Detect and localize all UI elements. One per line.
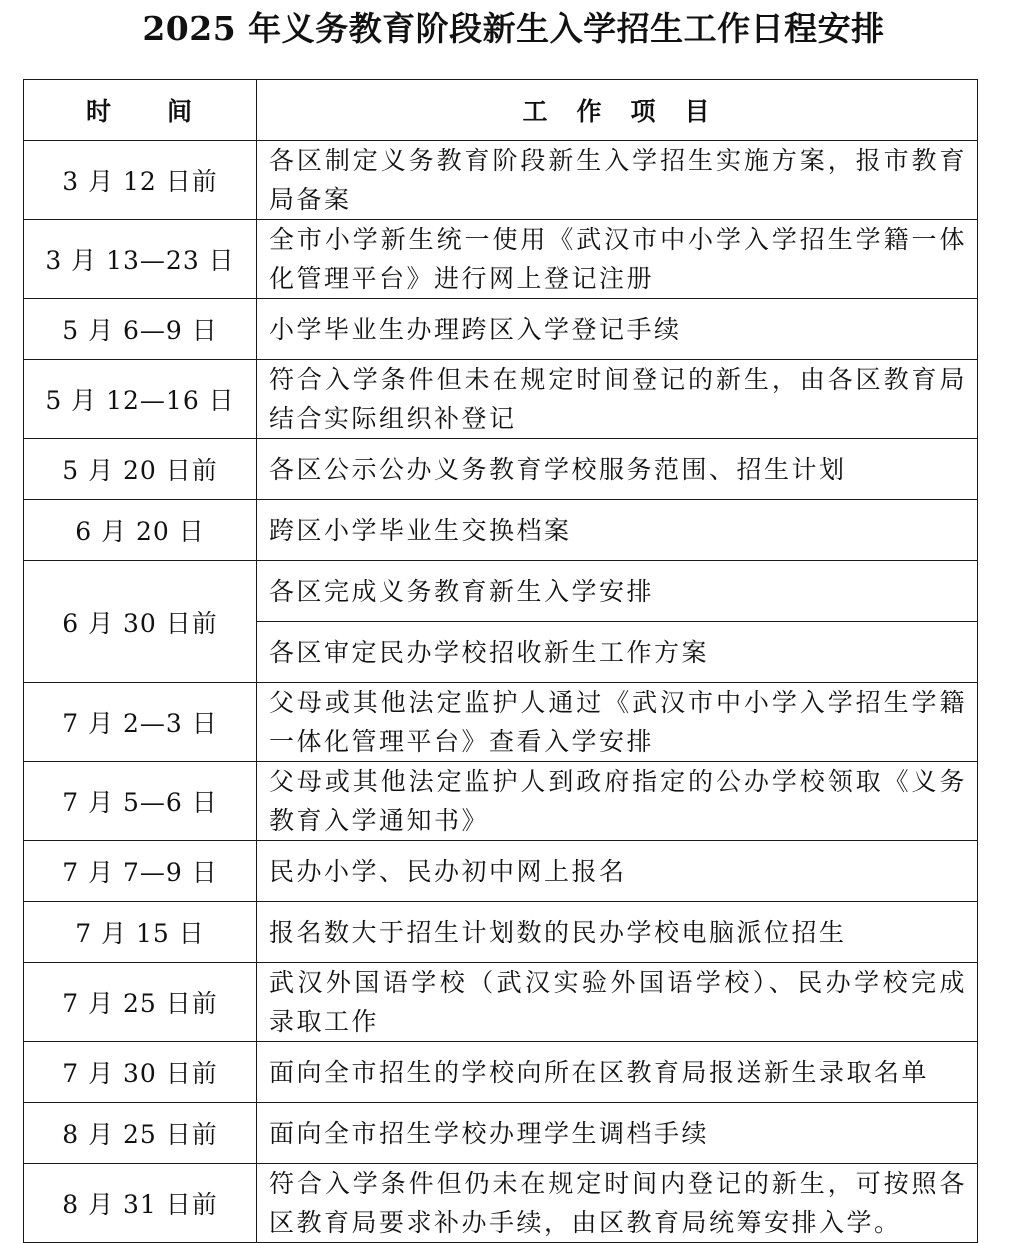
table-row	[24, 841, 978, 902]
table-row	[24, 1042, 978, 1103]
time-cell: 5 月 6—9 日	[24, 299, 257, 360]
table-row	[24, 439, 978, 500]
table-row	[24, 360, 978, 439]
time-cell: 7 月 2—3 日	[24, 683, 257, 762]
column-header-time: 时 间	[24, 80, 257, 141]
task-cell: 报名数大于招生计划数的民办学校电脑派位招生	[257, 902, 978, 963]
time-cell: 5 月 20 日前	[24, 439, 257, 500]
time-cell: 3 月 12 日前	[24, 141, 257, 220]
column-header-task: 工 作 项 目	[257, 80, 978, 141]
task-cell: 符合入学条件但仍未在规定时间内登记的新生，可按照各区教育局要求补办手续，由区教育局统筹安排入学。	[257, 1164, 978, 1243]
time-cell: 7 月 5—6 日	[24, 762, 257, 841]
table-row	[24, 220, 978, 299]
task-cell: 面向全市招生的学校向所在区教育局报送新生录取名单	[257, 1042, 978, 1103]
task-cell: 各区制定义务教育阶段新生入学招生实施方案，报市教育局备案	[257, 141, 978, 220]
task-cell: 各区完成义务教育新生入学安排	[257, 561, 978, 622]
time-cell: 7 月 15 日	[24, 902, 257, 963]
table-row	[24, 1164, 978, 1243]
schedule-table	[23, 79, 978, 1243]
task-cell: 各区审定民办学校招收新生工作方案	[257, 622, 978, 683]
time-cell: 7 月 7—9 日	[24, 841, 257, 902]
task-cell: 父母或其他法定监护人到政府指定的公办学校领取《义务教育入学通知书》	[257, 762, 978, 841]
task-cell: 全市小学新生统一使用《武汉市中小学入学招生学籍一体化管理平台》进行网上登记注册	[257, 220, 978, 299]
table-row	[24, 141, 978, 220]
time-cell: 6 月 20 日	[24, 500, 257, 561]
task-cell: 小学毕业生办理跨区入学登记手续	[257, 299, 978, 360]
page-title: 2025 年义务教育阶段新生入学招生工作日程安排	[142, 9, 885, 48]
table-row	[24, 1103, 978, 1164]
task-cell: 各区公示公办义务教育学校服务范围、招生计划	[257, 439, 978, 500]
table-row	[24, 902, 978, 963]
table-row	[24, 683, 978, 762]
table-row	[24, 963, 978, 1042]
task-cell: 武汉外国语学校（武汉实验外国语学校）、民办学校完成录取工作	[257, 963, 978, 1042]
time-cell: 6 月 30 日前	[24, 561, 257, 683]
task-cell: 符合入学条件但未在规定时间登记的新生，由各区教育局结合实际组织补登记	[257, 360, 978, 439]
time-cell: 5 月 12—16 日	[24, 360, 257, 439]
time-cell: 7 月 30 日前	[24, 1042, 257, 1103]
table-row	[24, 299, 978, 360]
task-cell: 面向全市招生学校办理学生调档手续	[257, 1103, 978, 1164]
task-cell: 跨区小学毕业生交换档案	[257, 500, 978, 561]
table-row	[24, 762, 978, 841]
time-cell: 3 月 13—23 日	[24, 220, 257, 299]
table-row	[24, 500, 978, 561]
time-cell: 7 月 25 日前	[24, 963, 257, 1042]
time-cell: 8 月 25 日前	[24, 1103, 257, 1164]
table-header-row	[24, 80, 978, 141]
time-cell: 8 月 31 日前	[24, 1164, 257, 1243]
task-cell: 父母或其他法定监护人通过《武汉市中小学入学招生学籍一体化管理平台》查看入学安排	[257, 683, 978, 762]
table-row	[24, 561, 978, 622]
task-cell: 民办小学、民办初中网上报名	[257, 841, 978, 902]
